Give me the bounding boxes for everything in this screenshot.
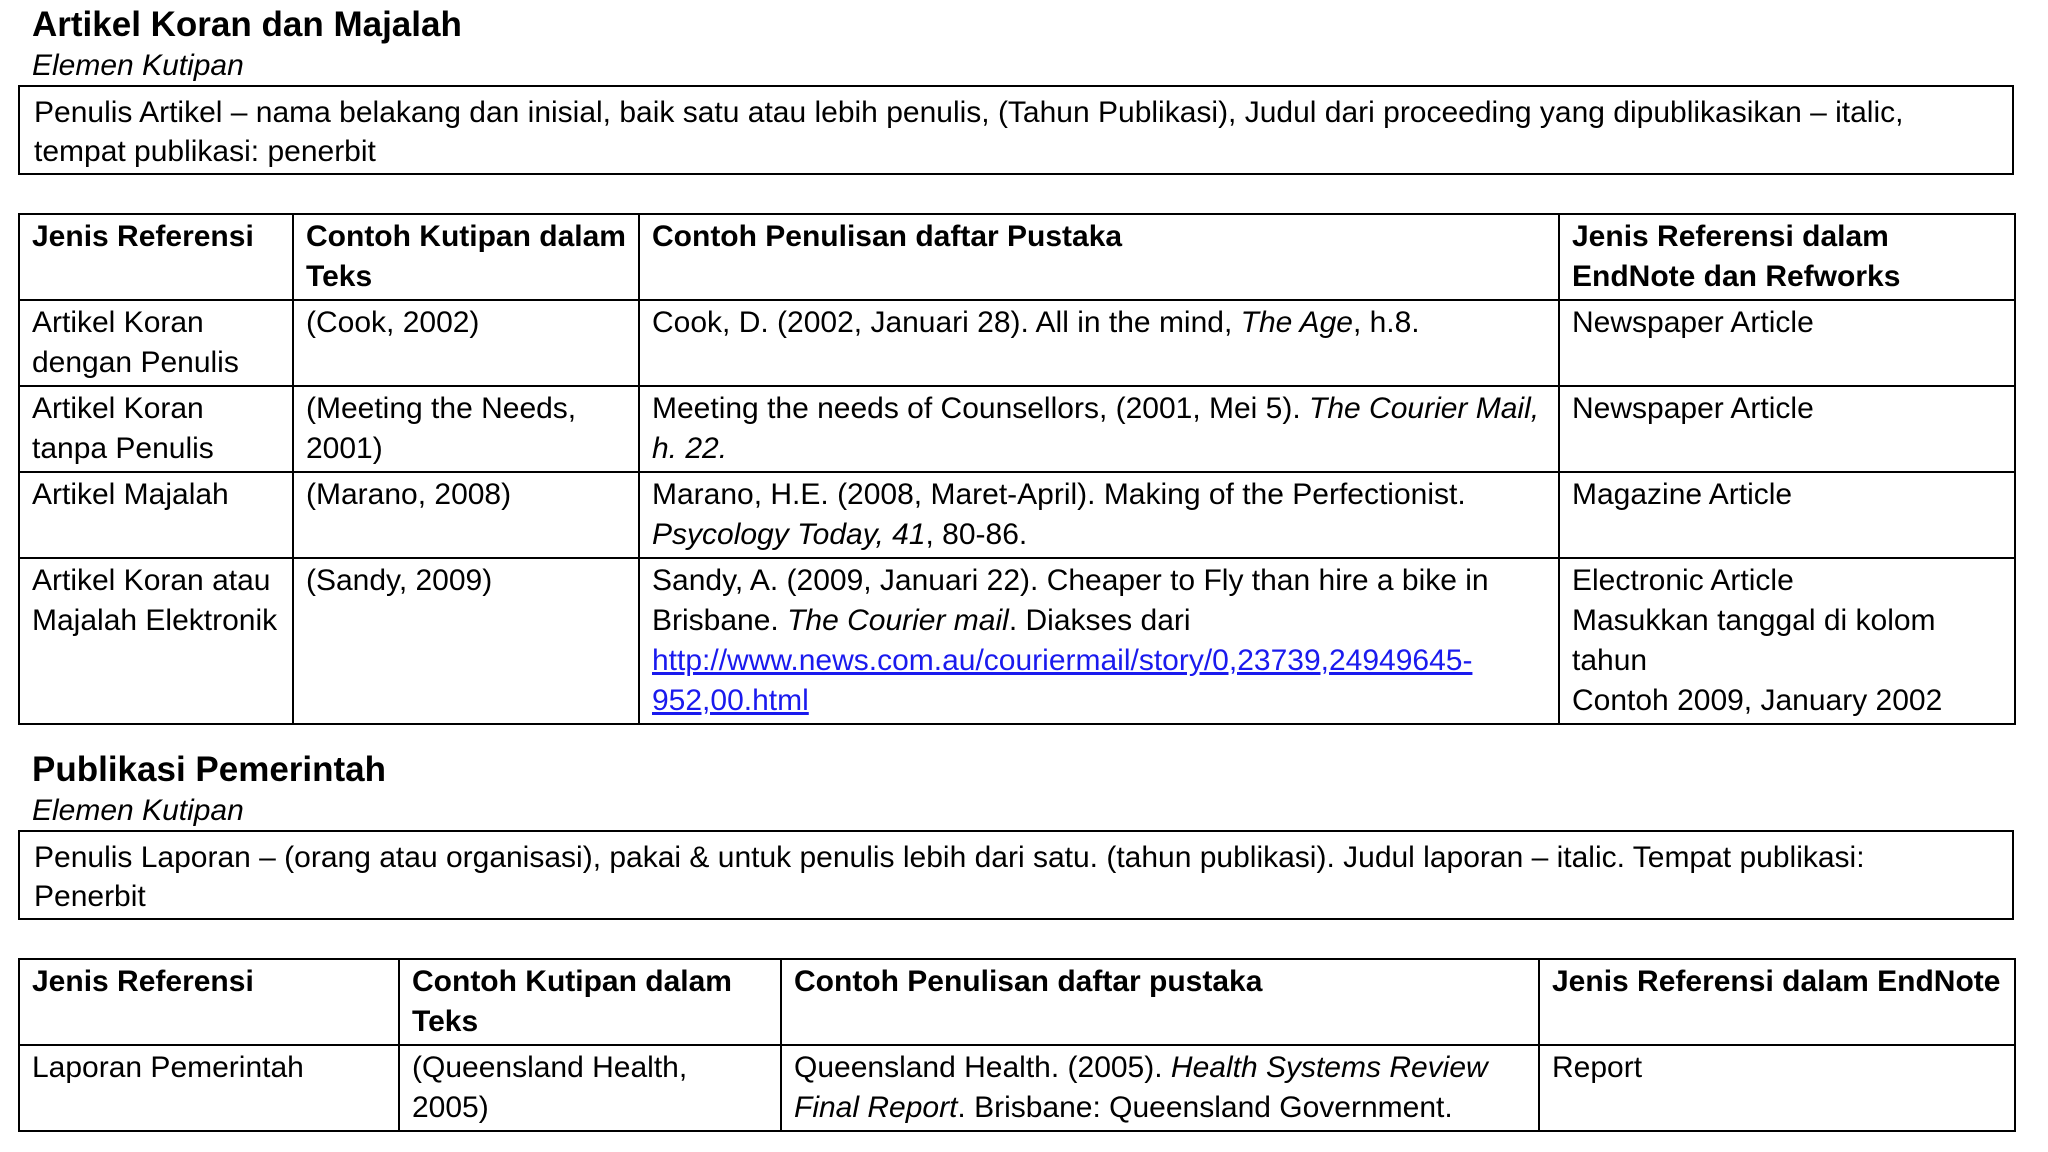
citation-elements-box [18, 85, 2014, 175]
endnote-type-cell: Report [1539, 1045, 2015, 1131]
reference-type-cell: Artikel Koran atau Majalah Elektronik [19, 558, 293, 724]
ref-text: , h.8. [1352, 306, 1420, 339]
article-url-link[interactable]: http://www.news.com.au/couriermail/story/0,23739,24949645-952,00.html [652, 644, 1473, 717]
header-cell: Contoh Penulisan daftar Pustaka [639, 214, 1559, 300]
ref-text: Sandy, A. (2009, Januari 22). Cheaper to Fly than hire a bike in Brisbane. [652, 564, 1489, 637]
table-header-row [19, 214, 2015, 300]
ref-text: , 80-86. [925, 518, 1028, 551]
bibliography-example-cell [639, 472, 1559, 558]
citation-elements-line: Penerbit [34, 880, 146, 913]
citation-elements-line: Penulis Artikel – nama belakang dan inisial, baik satu atau lebih penulis, (Tahun Publikasi), Judul dari proceeding yang dipublikasikan – italic, [34, 96, 1904, 129]
section-subtitle: Elemen Kutipan [32, 49, 244, 82]
header-cell: Jenis Referensi [19, 214, 293, 300]
in-text-citation-cell: (Sandy, 2009) [293, 558, 639, 724]
header-cell: Jenis Referensi dalam EndNote dan Refworks [1559, 214, 2015, 300]
in-text-citation-cell: (Queensland Health, 2005) [399, 1045, 781, 1131]
ref-text: Cook, D. (2002, Januari 28). All in the mind, [652, 306, 1241, 339]
table-row [19, 386, 2015, 472]
reference-type-cell: Artikel Majalah [19, 472, 293, 558]
ref-italic-text: The Courier mail [787, 604, 1009, 637]
reference-type-cell: Artikel Koran dengan Penulis [19, 300, 293, 386]
ref-text: Marano, H.E. (2008, Maret-April). Making of the Perfectionist. [652, 478, 1466, 511]
reference-type-cell: Artikel Koran tanpa Penulis [19, 386, 293, 472]
ref-text: Meeting the needs of Counsellors, (2001, Mei 5). [652, 392, 1310, 425]
header-cell: Contoh Penulisan daftar pustaka [781, 959, 1539, 1045]
in-text-citation-cell: (Marano, 2008) [293, 472, 639, 558]
table-row [19, 472, 2015, 558]
section-subtitle: Elemen Kutipan [32, 794, 244, 827]
citation-elements-line: tempat publikasi: penerbit [34, 135, 376, 168]
ref-text: Queensland Health. (2005). [794, 1051, 1171, 1084]
in-text-citation-cell: (Meeting the Needs, 2001) [293, 386, 639, 472]
endnote-type-cell: Newspaper Article [1559, 300, 2015, 386]
table-header-row [19, 959, 2015, 1045]
endnote-type-cell: Newspaper Article [1559, 386, 2015, 472]
bibliography-example-cell [639, 386, 1559, 472]
reference-type-cell: Laporan Pemerintah [19, 1045, 399, 1131]
bibliography-example-cell [781, 1045, 1539, 1131]
section-title: Artikel Koran dan Majalah [32, 5, 462, 44]
endnote-type-cell [1559, 558, 2015, 724]
bibliography-example-cell [639, 558, 1559, 724]
ref-italic-text: Health Systems Review Final Report [794, 1051, 1488, 1124]
section-government-publications [18, 748, 2014, 920]
reference-table-articles [18, 213, 2016, 725]
section-newspaper-magazine [18, 3, 2014, 175]
ref-italic-text: The Courier Mail, h. 22. [652, 392, 1540, 465]
header-cell: Jenis Referensi dalam EndNote [1539, 959, 2015, 1045]
ref-italic-text: The Age [1240, 306, 1353, 339]
endnote-note-text: Masukkan tanggal di kolom tahun [1572, 604, 1936, 677]
table-row [19, 1045, 2015, 1131]
in-text-citation-cell: (Cook, 2002) [293, 300, 639, 386]
endnote-type-cell: Magazine Article [1559, 472, 2015, 558]
header-cell: Jenis Referensi [19, 959, 399, 1045]
table-row [19, 558, 2015, 724]
ref-text: . Brisbane: Queensland Government. [957, 1091, 1453, 1124]
endnote-type-text: Electronic Article [1572, 564, 1794, 597]
endnote-example-text: Contoh 2009, January 2002 [1572, 684, 1943, 717]
section-title: Publikasi Pemerintah [32, 750, 387, 789]
table-row [19, 300, 2015, 386]
ref-italic-text: Psycology Today, 41 [652, 518, 926, 551]
header-cell: Contoh Kutipan dalam Teks [399, 959, 781, 1045]
citation-elements-line: Penulis Laporan – (orang atau organisasi), pakai & untuk penulis lebih dari satu. (tahun publikasi). Judul laporan – italic. Tempat publikasi: [34, 841, 1865, 874]
citation-elements-box [18, 830, 2014, 920]
reference-table-government [18, 958, 2016, 1132]
header-cell: Contoh Kutipan dalam Teks [293, 214, 639, 300]
ref-text: . Diakses dari [1008, 604, 1191, 637]
bibliography-example-cell [639, 300, 1559, 386]
